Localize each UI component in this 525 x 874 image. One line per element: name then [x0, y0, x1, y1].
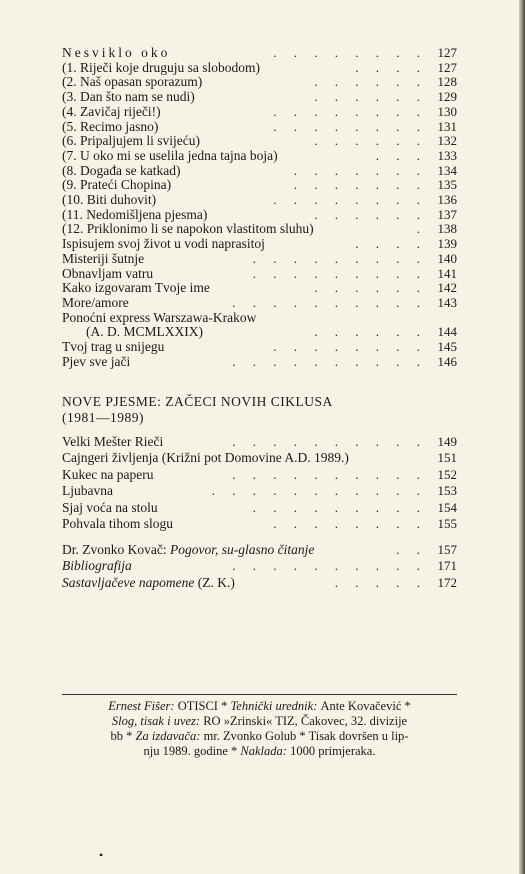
toc-entry-title-text: Cajngeri življenja (Križni pot Domovine A.D. 1989.) [62, 450, 349, 466]
publisher-label: Za izdavača: [135, 729, 204, 743]
toc-entry-title [62, 483, 113, 499]
toc-leader-dots: . . . . . . [314, 74, 427, 90]
toc-leader-dots: . . . . [355, 59, 427, 75]
toc-leader-dots: . . . . . [334, 574, 427, 590]
toc-entry-title [62, 295, 129, 311]
toc-entry-title-text: Pjev sve jači [62, 353, 131, 369]
toc-page-number: 143 [437, 294, 457, 310]
toc-entry-title-text: Velki Mešter Rieči [62, 434, 164, 449]
toc-entry-title-text: (4. Zavičaj riječi!) [62, 103, 161, 119]
toc-entry-title-text: More/amore [62, 294, 129, 310]
section-heading: NOVE PJESME: ZAČECI NOVIH CIKLUSA [62, 394, 333, 409]
toc-entry [62, 295, 457, 311]
toc-entry [62, 450, 457, 466]
toc-entry [62, 467, 457, 483]
toc-leader-dots: . . . . . . . . [273, 103, 427, 119]
toc-entry-title [62, 542, 314, 558]
printer-name: RO »Zrinski« TIZ, Čakovec, 32. divizije [203, 714, 408, 728]
toc-page-number: 151 [437, 450, 457, 466]
address-end: bb * [110, 729, 136, 743]
page-edge [519, 0, 525, 874]
toc-leader-dots: . . . . . . . . [273, 192, 427, 207]
edition-label: Naklada: [240, 744, 291, 758]
toc-leader-dots: . . . . . . . . . . [232, 558, 427, 574]
toc-entry [62, 119, 457, 135]
toc-entry-title-text: Pohvala tihom slogu [62, 516, 173, 531]
toc-leader-dots: . . . [375, 147, 427, 163]
toc-entry-title [62, 89, 195, 105]
toc-entry-title [62, 221, 314, 237]
toc-entry-title-text: Sjaj voća na stolu [62, 499, 158, 515]
toc-entry-title-text: (8. Događa se katkad) [62, 162, 181, 178]
toc-page-number: 133 [437, 147, 457, 163]
toc-entry-title-text: Nesviklo oko [62, 45, 171, 60]
toc-entry-title-text: Sastavljačeve napomene [62, 574, 195, 590]
toc-entry [62, 221, 457, 237]
toc-entry-title-text: (A. D. MCMLXXIX) [86, 324, 203, 340]
toc-leader-dots: . . . . . . . [293, 162, 427, 178]
toc-entry-title-text: (9. Prateći Chopina) [62, 177, 172, 193]
colophon-line-4 [62, 744, 457, 759]
toc-entry-title [62, 575, 235, 591]
toc-entry-title-text: (12. Priklonimo li se napokon vlastitom sluhu) [62, 221, 314, 237]
book-title: OTISCI * [177, 699, 231, 713]
colophon-line-2 [62, 714, 457, 729]
toc-page-number: 127 [437, 45, 457, 60]
toc-page-number: 172 [437, 574, 457, 590]
toc-entry-title [62, 133, 200, 149]
toc-entry [62, 542, 457, 558]
toc-entry-title-text: Ispisujem svoj život u vodi naprasitoj [62, 236, 265, 252]
toc-entry [62, 354, 457, 370]
toc-entry [62, 163, 457, 179]
toc-entry [62, 192, 457, 208]
toc-leader-dots: . . [396, 542, 427, 557]
toc-entry-title [62, 450, 349, 466]
toc-entry-title [62, 500, 158, 516]
toc-entry-title-text: (11. Nedomišljena pjesma) [62, 206, 208, 222]
toc-page-number: 127 [437, 59, 457, 75]
toc-entry [62, 324, 457, 340]
colophon [62, 694, 457, 759]
toc-entry-title [62, 434, 163, 450]
toc-leader-dots: . . . . . . . . . [252, 250, 427, 266]
toc-leader-dots: . . . . . . [314, 324, 427, 340]
toc-entry-title-text: (2. Naš opasan sporazum) [62, 74, 203, 90]
editor-label: Tehnički urednik: [230, 699, 321, 713]
toc-entry-title-text: (10. Biti duhovit) [62, 192, 157, 207]
toc-entry [62, 251, 457, 267]
toc-leader-dots: . . . . . . . . . . [232, 353, 427, 369]
toc-entry-title-text: Pogovor, su-glasno čitanje [169, 542, 315, 557]
toc-entry-title [62, 60, 260, 76]
edition-size: 1000 primjeraka. [290, 744, 376, 758]
toc-entry-title-text: Obnavljam vatru [62, 265, 154, 281]
toc-leader-dots: . . . . . . [314, 133, 427, 149]
toc-entry-title-text: (3. Dan što nam se nudi) [62, 89, 195, 105]
section-years: (1981—1989) [62, 410, 144, 425]
toc-page-number: 152 [437, 466, 457, 482]
toc-entry [62, 558, 457, 574]
toc-entry [62, 483, 457, 499]
toc-entry [62, 133, 457, 149]
toc-page-number: 129 [437, 89, 457, 105]
toc-entry-title-text: (7. U oko mi se uselila jedna tajna boja) [62, 147, 278, 163]
toc-entry [62, 280, 457, 296]
toc-entry-title [62, 516, 173, 532]
toc-leader-dots: . . . . . . [314, 89, 427, 105]
toc-entry-title [62, 339, 164, 355]
toc-entry [62, 74, 457, 90]
toc-entry [62, 89, 457, 105]
toc-entry-title-text: Ponoćni express Warszawa-Krakow [62, 309, 257, 325]
toc-entry-author: Dr. Zvonko Kovač: [62, 542, 170, 557]
toc-entry [62, 207, 457, 223]
print-date: nju 1989. godine * [143, 744, 241, 758]
toc-entry-title [62, 192, 156, 208]
toc-page-number: 157 [437, 542, 457, 557]
toc-entry-title [62, 104, 161, 120]
toc-entry-title [62, 280, 210, 296]
toc-leader-dots: . [416, 221, 427, 237]
toc-entry-title [62, 119, 158, 135]
toc-leader-dots: . . . . . . . . . . [232, 434, 427, 449]
print-label: Slog, tisak i uvez: [111, 714, 204, 728]
toc-page-number: 137 [437, 206, 457, 222]
toc-page-number: 130 [437, 103, 457, 119]
toc-page-number: 135 [437, 177, 457, 193]
toc-entry-title [62, 74, 202, 90]
toc-page-number: 139 [437, 236, 457, 252]
bottom-mark: • [99, 848, 104, 862]
toc-entry-title-text: Tvoj trag u snijegu [62, 339, 165, 354]
toc-entry-title [62, 163, 180, 179]
toc-entry-title [86, 324, 203, 340]
toc-page-number: 132 [437, 133, 457, 149]
toc-entry [62, 516, 457, 532]
toc-entry-title [62, 310, 256, 326]
toc-entry [62, 339, 457, 355]
toc-leader-dots: . . . . . . . . [273, 516, 427, 531]
toc-leader-dots: . . . . . . . . [273, 339, 427, 354]
toc-entry-title-text: (6. Pripaljujem li svijeću) [62, 133, 200, 149]
toc-page-number: 154 [437, 499, 457, 515]
toc-entry-title-text: Ljubavna [62, 483, 113, 499]
author-name: Ernest Fišer: [108, 699, 178, 713]
colophon-line-1 [62, 699, 457, 714]
toc-entry-title [62, 177, 171, 193]
toc-leader-dots: . . . . . . . . . [252, 265, 427, 281]
toc-entry-title-text: Misteriji šutnje [62, 250, 145, 266]
toc-entry [62, 500, 457, 516]
toc-entry [62, 177, 457, 193]
toc-leader-dots: . . . . . . . . . . [232, 466, 427, 482]
toc-leader-dots: . . . . . . . [293, 177, 427, 193]
toc-entry-title-text: (5. Recimo jasno) [62, 118, 159, 134]
toc-entry-title [62, 354, 130, 370]
toc-entry-title [62, 251, 144, 267]
toc-entry [62, 60, 457, 76]
toc-leader-dots: . . . . . . . . [273, 45, 427, 60]
toc-page-number: 145 [437, 339, 457, 354]
toc-leader-dots: . . . . . . [314, 206, 427, 222]
toc-entry-title [62, 207, 207, 223]
toc-page-number: 149 [437, 434, 457, 449]
toc-entry-title [62, 236, 265, 252]
toc-page-number: 155 [437, 516, 457, 531]
toc-entry [62, 104, 457, 120]
toc-page-number: 144 [437, 324, 457, 340]
toc-page-number: 141 [437, 265, 457, 281]
toc-page-number: 136 [437, 192, 457, 207]
toc-entry-suffix: (Z. K.) [194, 574, 235, 590]
toc-entry-title-text: Kako izgovaram Tvoje ime [62, 280, 210, 296]
toc-entry-title [62, 266, 153, 282]
toc-entry-title [62, 45, 170, 61]
toc-entry-title [62, 558, 132, 574]
toc-page-number: 146 [437, 353, 457, 369]
toc-entry [62, 434, 457, 450]
publisher-name: mr. Zvonko Golub * Tisak dovršen u lip- [203, 729, 409, 743]
toc-page-number: 171 [437, 558, 457, 574]
toc-entry [62, 266, 457, 282]
toc-leader-dots: . . . . . . [314, 280, 427, 296]
toc-page-number: 128 [437, 74, 457, 90]
toc-leader-dots: . . . . . . . . . [252, 499, 427, 515]
toc-leader-dots: . . . . [355, 236, 427, 252]
toc-leader-dots: . . . . . . . . . . [232, 294, 427, 310]
toc-page-number: 134 [437, 162, 457, 178]
toc-entry [62, 310, 457, 326]
toc-leader-dots: . . . . . . . . . . . [211, 483, 427, 499]
toc-entry [62, 236, 457, 252]
toc-page-number: 153 [437, 483, 457, 499]
toc-entry [62, 45, 457, 61]
toc-page-number: 138 [437, 221, 457, 237]
toc-entry-title-text: (1. Riječi koje druguju sa slobodom) [62, 59, 260, 75]
toc-entry-title [62, 467, 153, 483]
toc-entry [62, 148, 457, 164]
toc-page-number: 140 [437, 250, 457, 266]
toc-page-number: 142 [437, 280, 457, 296]
colophon-line-3 [62, 729, 457, 744]
toc-page-number: 131 [437, 118, 457, 134]
toc-entry [62, 575, 457, 591]
toc-entry-title [62, 148, 278, 164]
toc-leader-dots: . . . . . . . . [273, 118, 427, 134]
editor-name: Ante Kovačević * [320, 699, 411, 713]
toc-entry-title-text: Bibliografija [62, 558, 132, 574]
toc-entry-title-text: Kukec na paperu [62, 466, 154, 482]
